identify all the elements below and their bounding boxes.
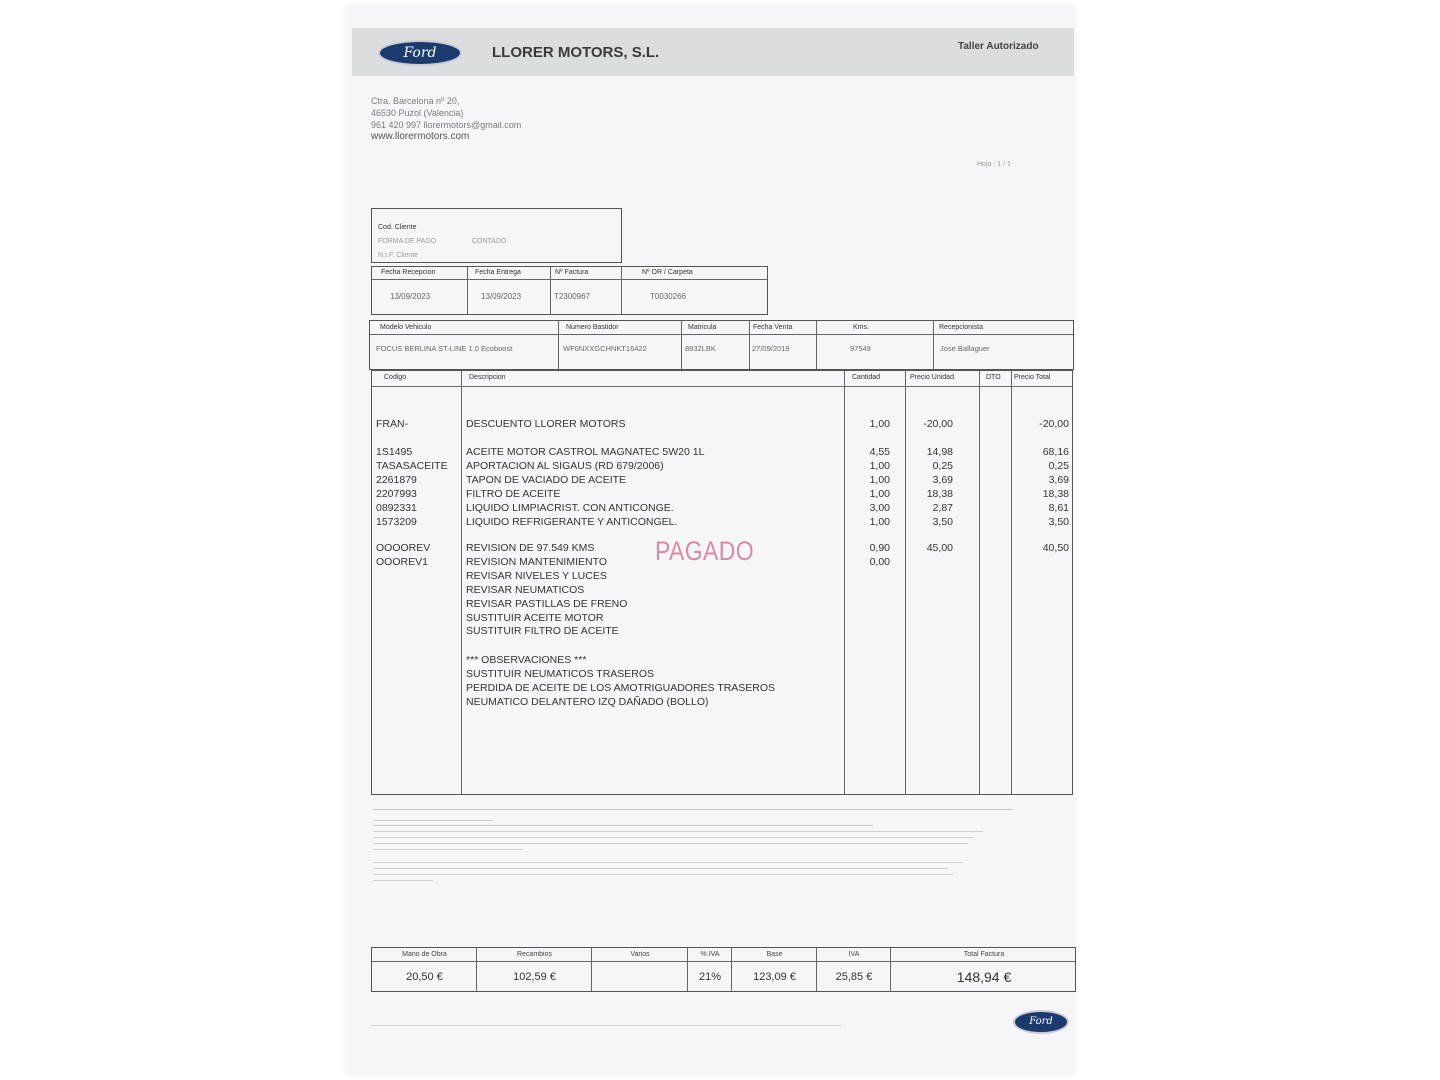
cantidad-header: Cantidad bbox=[852, 374, 881, 381]
dates-box bbox=[371, 266, 768, 315]
item-description: SUSTITUIR NEUMATICOS TRASEROS bbox=[466, 667, 655, 680]
factura-value: T2300967 bbox=[554, 292, 591, 301]
descripcion-header: Descripcion bbox=[469, 374, 506, 381]
recambios-value: 102,59 € bbox=[513, 971, 556, 983]
total-factura-value: 148,94 € bbox=[956, 969, 1012, 985]
pagado-stamp: PAGADO bbox=[655, 536, 755, 566]
cod-cliente-label: Cod. Cliente bbox=[378, 224, 417, 231]
ford-logo-small: Ford bbox=[1013, 1010, 1069, 1034]
item-description: TAPON DE VACIADO DE ACEITE bbox=[466, 473, 627, 486]
item-unit-price: 3,69 bbox=[932, 473, 953, 486]
item-description: LIQUIDO REFRIGERANTE Y ANTICONGEL. bbox=[466, 515, 678, 528]
varios-label: Varios bbox=[630, 951, 650, 958]
matricula-header: Matricula bbox=[688, 324, 717, 331]
contact-line: 961 420 997 llorermotors@gmail.com bbox=[371, 120, 522, 130]
item-quantity: 0,00 bbox=[869, 555, 890, 568]
iva-pct-value: 21% bbox=[698, 971, 722, 983]
item-code: 1S1495 bbox=[376, 446, 413, 458]
item-total: 8,61 bbox=[1048, 501, 1069, 514]
item-quantity: 4,55 bbox=[869, 446, 890, 458]
bastidor-value: WF0NXXGCHNKT16422 bbox=[563, 344, 647, 353]
client-box bbox=[371, 208, 622, 263]
fecha-entrega-header: Fecha Entrega bbox=[475, 269, 521, 276]
item-description: LIQUIDO LIMPIACRIST. CON ANTICONGE. bbox=[466, 501, 674, 514]
item-description: REVISAR NIVELES Y LUCES bbox=[466, 569, 607, 582]
item-code: 1573209 bbox=[376, 515, 417, 528]
factura-header: Nº Factura bbox=[555, 269, 589, 276]
item-unit-price: 14,98 bbox=[926, 446, 953, 458]
item-description: PERDIDA DE ACEITE DE LOS AMOTRIGUADORES TRASEROS bbox=[466, 681, 776, 694]
item-code: 2207993 bbox=[376, 487, 417, 500]
item-quantity: 1,00 bbox=[869, 487, 890, 500]
item-total: 18,38 bbox=[1042, 487, 1069, 500]
item-code: OOOREV1 bbox=[376, 555, 428, 568]
fecha-venta-header: Fecha Venta bbox=[753, 324, 793, 331]
iva-value: 25,85 € bbox=[835, 971, 873, 983]
item-unit-price: 2,87 bbox=[932, 501, 953, 514]
item-description: SUSTITUIR FILTRO DE ACEITE bbox=[466, 625, 619, 638]
modelo-value: FOCUS BERLINA ST-LINE 1.0 Ecoboost bbox=[376, 344, 513, 353]
item-code: 0892331 bbox=[376, 501, 417, 514]
item-description: NEUMATICO DELANTERO IZQ DAÑADO (BOLLO) bbox=[466, 695, 709, 708]
total-header: Precio Total bbox=[1014, 374, 1051, 381]
kms-header: Kms. bbox=[853, 324, 869, 331]
recambios-label: Recambios bbox=[516, 951, 552, 958]
item-description: REVISAR PASTILLAS DE FRENO bbox=[466, 597, 628, 610]
bastidor-header: Numero Bastidor bbox=[566, 324, 619, 331]
or-carpeta-header: Nº OR / Carpeta bbox=[642, 269, 693, 276]
kms-value: 97549 bbox=[850, 344, 871, 353]
precio-header: Precio Unidad bbox=[910, 374, 954, 381]
item-quantity: 1,00 bbox=[869, 473, 890, 486]
item-code: 2261879 bbox=[376, 473, 417, 486]
iva-label: IVA bbox=[848, 951, 860, 958]
legal-fine-print bbox=[373, 806, 1033, 881]
item-total: 3,69 bbox=[1048, 473, 1069, 486]
nif-label: N.I.F. Cliente bbox=[378, 252, 419, 259]
website: www.llorermotors.com bbox=[371, 131, 470, 142]
ford-logo: Ford bbox=[378, 40, 462, 66]
registry-footer bbox=[371, 1025, 841, 1026]
base-label: Base bbox=[766, 951, 783, 958]
item-total: -20,00 bbox=[1039, 418, 1069, 430]
item-quantity: 3,00 bbox=[869, 501, 890, 514]
item-quantity: 1,00 bbox=[869, 418, 890, 430]
item-description: REVISAR NEUMATICOS bbox=[466, 583, 585, 596]
item-total: 40,50 bbox=[1042, 542, 1069, 554]
item-total: 0,25 bbox=[1048, 459, 1069, 472]
item-description: *** OBSERVACIONES *** bbox=[466, 654, 587, 666]
forma-pago-value: CONTADO bbox=[472, 238, 507, 245]
item-description: APORTACION AL SIGAUS (RD 679/2006) bbox=[466, 459, 664, 472]
totals-box bbox=[371, 947, 1076, 992]
item-description: REVISION MANTENIMIENTO bbox=[466, 555, 607, 568]
item-description: REVISION DE 97.549 KMS bbox=[466, 542, 595, 554]
item-description: FILTRO DE ACEITE bbox=[466, 487, 561, 500]
item-total: 68,16 bbox=[1042, 446, 1069, 458]
company-name: LLORER MOTORS, S.L. bbox=[492, 44, 660, 61]
fecha-recepcion-value: 13/09/2023 bbox=[390, 292, 431, 301]
item-unit-price: 0,25 bbox=[932, 459, 953, 472]
address-line: Ctra. Barcelona nº 20, bbox=[371, 96, 460, 106]
item-unit-price: 18,38 bbox=[926, 487, 953, 500]
or-value: T0030266 bbox=[650, 292, 687, 301]
fecha-venta-value: 27/09/2019 bbox=[752, 344, 790, 353]
item-quantity: 1,00 bbox=[869, 459, 890, 472]
recepcionista-value: Jose Ballaguer bbox=[940, 344, 990, 353]
item-quantity: 1,00 bbox=[869, 515, 890, 528]
mano-obra-label: Mano de Obra bbox=[402, 951, 447, 958]
item-code: FRAN- bbox=[376, 418, 409, 430]
forma-pago-label: FORMA DE PAGO bbox=[378, 238, 437, 245]
fecha-entrega-value: 13/09/2023 bbox=[481, 292, 522, 301]
address-line: 46530 Puzol (Valencia) bbox=[371, 108, 464, 118]
recepcionista-header: Recepcionista bbox=[939, 324, 983, 331]
item-unit-price: 45,00 bbox=[926, 542, 953, 554]
codigo-header: Codigo bbox=[384, 374, 407, 381]
iva-pct-label: % IVA bbox=[700, 951, 720, 958]
page-number: Hoja : 1 / 1 bbox=[977, 161, 1011, 168]
total-factura-label: Total Factura bbox=[963, 951, 1005, 958]
item-code: OOOOREV bbox=[376, 542, 431, 554]
modelo-header: Modelo Vehiculo bbox=[380, 324, 432, 331]
vehicle-box bbox=[369, 320, 1074, 370]
matricula-value: 8832LBK bbox=[685, 344, 716, 353]
item-code: TASASACEITE bbox=[376, 459, 448, 472]
item-unit-price: -20,00 bbox=[923, 418, 953, 430]
taller-autorizado: Taller Autorizado bbox=[958, 41, 1039, 52]
base-value: 123,09 € bbox=[753, 971, 796, 983]
dto-header: DTO bbox=[986, 374, 1001, 381]
item-description: SUSTITUIR ACEITE MOTOR bbox=[466, 611, 604, 624]
item-description: DESCUENTO LLORER MOTORS bbox=[466, 418, 626, 430]
mano-obra-value: 20,50 € bbox=[406, 971, 443, 983]
item-total: 3,50 bbox=[1048, 515, 1069, 528]
item-quantity: 0,90 bbox=[869, 542, 890, 554]
fecha-recepcion-header: Fecha Recepcion bbox=[381, 269, 436, 276]
item-description: ACEITE MOTOR CASTROL MAGNATEC 5W20 1L bbox=[466, 446, 705, 458]
item-unit-price: 3,50 bbox=[932, 515, 953, 528]
